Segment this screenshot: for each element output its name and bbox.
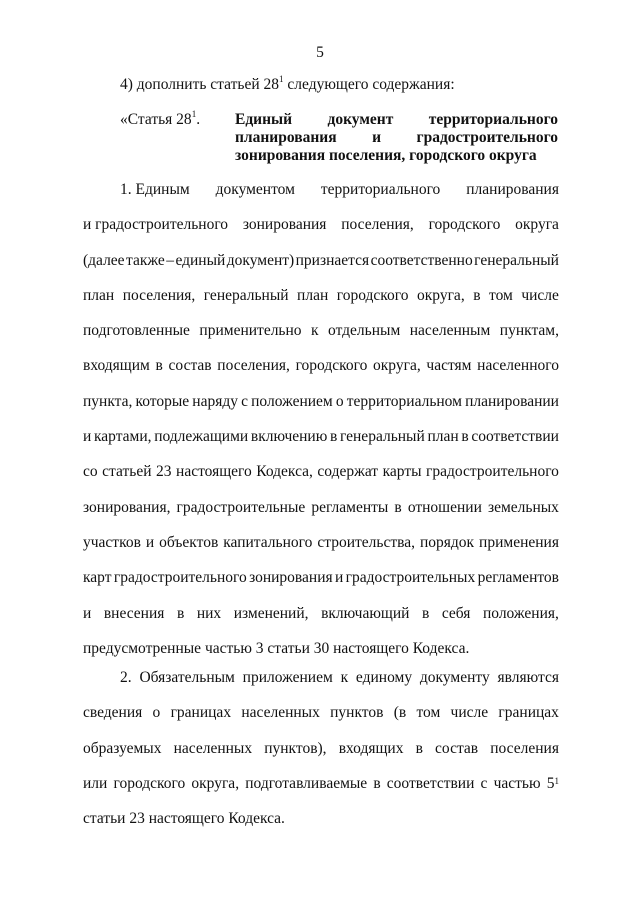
paragraph-word: и (83, 604, 92, 622)
paragraph-word: городского (428, 216, 501, 234)
paragraph-word: содержат (317, 463, 379, 481)
page-number: 5 (316, 44, 324, 61)
paragraph-word: городского (336, 286, 409, 304)
paragraph-word: поселения, (122, 286, 196, 304)
paragraph-word: картами, (93, 428, 152, 446)
paragraph-word: – (166, 251, 174, 269)
paragraph-word: план (83, 286, 115, 304)
paragraph-word: применительно (199, 322, 302, 340)
paragraph-word: населенных (173, 739, 253, 757)
article-label-superscript: 1 (191, 109, 197, 119)
paragraph-word: пунктов), (264, 739, 327, 757)
paragraph-word: включению (250, 428, 328, 446)
paragraph-word: градостроительного (426, 463, 559, 481)
paragraph-word: в (461, 428, 469, 446)
paragraph-word: образуемых (83, 739, 162, 757)
paragraph-word: наряду (192, 392, 238, 410)
article-label-text: «Статья 28 (120, 111, 192, 128)
paragraph-word: генеральный (339, 428, 425, 446)
paragraph-word: пункта, (83, 392, 133, 410)
paragraph-word: о (152, 704, 161, 722)
paragraph-word: них (196, 604, 222, 622)
paragraph-word: пунктам, (499, 322, 559, 340)
paragraph-word: округа, (417, 286, 465, 304)
paragraph-word: (в (393, 704, 407, 722)
paragraph-word: частям (426, 357, 472, 375)
paragraph-word: земельных (487, 498, 559, 516)
paragraph-word: генеральный (474, 251, 559, 269)
paragraph-word: планирования (466, 181, 559, 198)
paragraph-word: являются (497, 669, 559, 686)
paragraph-word: также (126, 251, 165, 269)
paragraph-word: приложением (242, 669, 333, 686)
paragraph-word: план (297, 286, 329, 304)
paragraph-word: частью (493, 774, 541, 792)
paragraph-word: регламенты (311, 498, 389, 516)
paragraph-word: документом (215, 181, 295, 198)
paragraph-word: территориального (320, 181, 441, 198)
intro-text: 4) дополнить статьей 28 (120, 76, 280, 93)
paragraph-word: капитального (223, 533, 313, 551)
paragraph-word: со (83, 463, 98, 481)
paragraph-word: подготовленные (83, 322, 190, 340)
article-title-word: Единый (235, 111, 293, 128)
paragraph-word: порядок (419, 533, 475, 551)
paragraph-word: и (335, 569, 344, 587)
paragraph-1 (83, 172, 559, 666)
article-title-word: документ (327, 111, 394, 128)
paragraph-word: округа, (373, 357, 421, 375)
paragraph-word: соответствии (471, 428, 559, 446)
paragraph-word: к (340, 669, 349, 686)
paragraph-word: и градостроительного (83, 216, 229, 234)
paragraph-word: пунктов (330, 704, 384, 722)
paragraph-word: статьи 23 настоящего Кодекса. (83, 810, 285, 828)
paragraph-word: в (394, 498, 402, 516)
article-title-word: градостроительного (416, 129, 558, 146)
article-title-word: территориального (428, 111, 558, 128)
paragraph-line (83, 454, 559, 489)
paragraph-word: отдельным (328, 322, 401, 340)
paragraph-word: единый (175, 251, 226, 269)
paragraph-word: числе (521, 286, 559, 304)
paragraph-word: Обязательным (139, 669, 235, 686)
paragraph-word: подлежащими (154, 428, 249, 446)
paragraph-word: в (373, 774, 381, 792)
article-title-line (235, 129, 558, 147)
paragraph-word: градостроительного (113, 569, 247, 587)
paragraph-word: поселения, (217, 357, 290, 375)
paragraph-word: зонирования, (83, 498, 171, 516)
paragraph-word: включающий (321, 604, 410, 622)
paragraph-line (83, 207, 559, 242)
paragraph-word: признается (295, 251, 370, 269)
paragraph-word: планировании (465, 392, 559, 410)
amendment-intro (120, 76, 455, 94)
article-label (120, 111, 200, 129)
paragraph-word: документ) (226, 251, 295, 269)
article-title-word: зонирования поселения, городского округа (235, 147, 537, 164)
paragraph-word: населенным (409, 322, 491, 340)
paragraph-word: 2. (120, 669, 132, 686)
paragraph-word: статьей (102, 463, 152, 481)
paragraph-line (83, 348, 559, 383)
paragraph-word: к (311, 322, 319, 340)
paragraph-word: состав (435, 739, 479, 757)
paragraph-line (83, 419, 559, 454)
paragraph-word: округа (515, 216, 559, 234)
paragraph-word: границах (498, 704, 559, 722)
paragraph-word: Кодекса, (256, 463, 313, 481)
paragraph-word: в (415, 739, 423, 757)
paragraph-word: населенного (477, 357, 559, 375)
paragraph-word: объектов (159, 533, 219, 551)
paragraph-word: 23 (156, 463, 172, 481)
paragraph-word: в (155, 357, 163, 375)
paragraph-word: карты (382, 463, 422, 481)
paragraph-word: в (421, 604, 430, 622)
paragraph-word: градостроительные (176, 498, 306, 516)
paragraph-word: городского (113, 774, 186, 792)
paragraph-word: округа, (191, 774, 240, 792)
paragraph-word: план (427, 428, 459, 446)
paragraph-word: городского (295, 357, 368, 375)
paragraph-word: числе (450, 704, 489, 722)
paragraph-line (83, 731, 559, 766)
paragraph-word: зонирования (242, 216, 327, 234)
paragraph-word: единому (355, 669, 413, 686)
paragraph-word: строительства, (317, 533, 415, 551)
paragraph-line (83, 313, 559, 348)
paragraph-line (83, 172, 559, 207)
paragraph-line (83, 278, 559, 313)
paragraph-line (83, 801, 559, 836)
article-title-line (235, 111, 558, 129)
paragraph-word: с (480, 774, 488, 792)
paragraph-word: предусмотренные частью 3 статьи 30 настоящего Кодекса. (83, 639, 470, 657)
paragraph-word: или (83, 774, 108, 792)
paragraph-word: том (416, 704, 441, 722)
paragraph-word: в (329, 428, 338, 446)
intro-superscript: 1 (279, 74, 284, 84)
paragraph-word: в (176, 604, 185, 622)
article-title-word: и (372, 129, 382, 146)
paragraph-word: сведения (83, 704, 143, 722)
paragraph-word: и (145, 533, 155, 551)
paragraph-word: настоящего (176, 463, 252, 481)
paragraph-word: генеральный (203, 286, 289, 304)
paragraph-word: применения (479, 533, 559, 551)
paragraph-word: входящих (338, 739, 404, 757)
paragraph-word: границах (170, 704, 232, 722)
paragraph-word: отношении (407, 498, 482, 516)
paragraph-line (83, 660, 559, 695)
paragraph-word: 1. Единым (120, 181, 190, 198)
paragraph-word: документу (419, 669, 490, 686)
paragraph-2 (83, 660, 559, 836)
paragraph-word: подготавливаемые (245, 774, 368, 792)
paragraph-word: с (241, 392, 249, 410)
article-title-line (235, 147, 558, 165)
paragraph-word: и (83, 428, 92, 446)
paragraph-word: поселения, (341, 216, 414, 234)
paragraph-word: соответствии (386, 774, 475, 792)
paragraph-word: населенных (241, 704, 320, 722)
intro-tail: следующего содержания: (283, 76, 455, 93)
paragraph-line (83, 766, 559, 801)
paragraph-line (83, 243, 559, 278)
paragraph-word: которые (135, 392, 190, 410)
paragraph-word: градостроительных (345, 569, 476, 587)
paragraph-word: соответственно (370, 251, 473, 269)
paragraph-word: в (473, 286, 481, 304)
paragraph-word: регламентов (477, 569, 559, 587)
article-title (235, 111, 558, 165)
article-label-tail: . (196, 111, 201, 128)
paragraph-word: о (335, 392, 344, 410)
article-title-word: планирования (235, 129, 337, 146)
paragraph-word: положения, (482, 604, 559, 622)
paragraph-word: зонирования (249, 569, 333, 587)
paragraph-word: участков (83, 533, 141, 551)
paragraph-line (83, 490, 559, 525)
paragraph-word: поселения (490, 739, 559, 757)
paragraph-word: территориальном (346, 392, 462, 410)
paragraph-line (83, 695, 559, 730)
paragraph-word: изменений, (233, 604, 309, 622)
paragraph-word: состав (168, 357, 212, 375)
paragraph-word: (далее (83, 251, 125, 269)
paragraph-line (83, 384, 559, 419)
paragraph-line (83, 560, 559, 595)
paragraph-word: входящим (83, 357, 150, 375)
paragraph-word: карт (83, 569, 112, 587)
paragraph-word: том (489, 286, 513, 304)
paragraph-line (83, 525, 559, 560)
paragraph-line (83, 596, 559, 631)
paragraph-superscript: 1 (554, 775, 559, 786)
paragraph-word: $5^1$ (546, 774, 559, 792)
paragraph-word: внесения (103, 604, 165, 622)
paragraph-word: себя (441, 604, 471, 622)
paragraph-word: положением (251, 392, 333, 410)
